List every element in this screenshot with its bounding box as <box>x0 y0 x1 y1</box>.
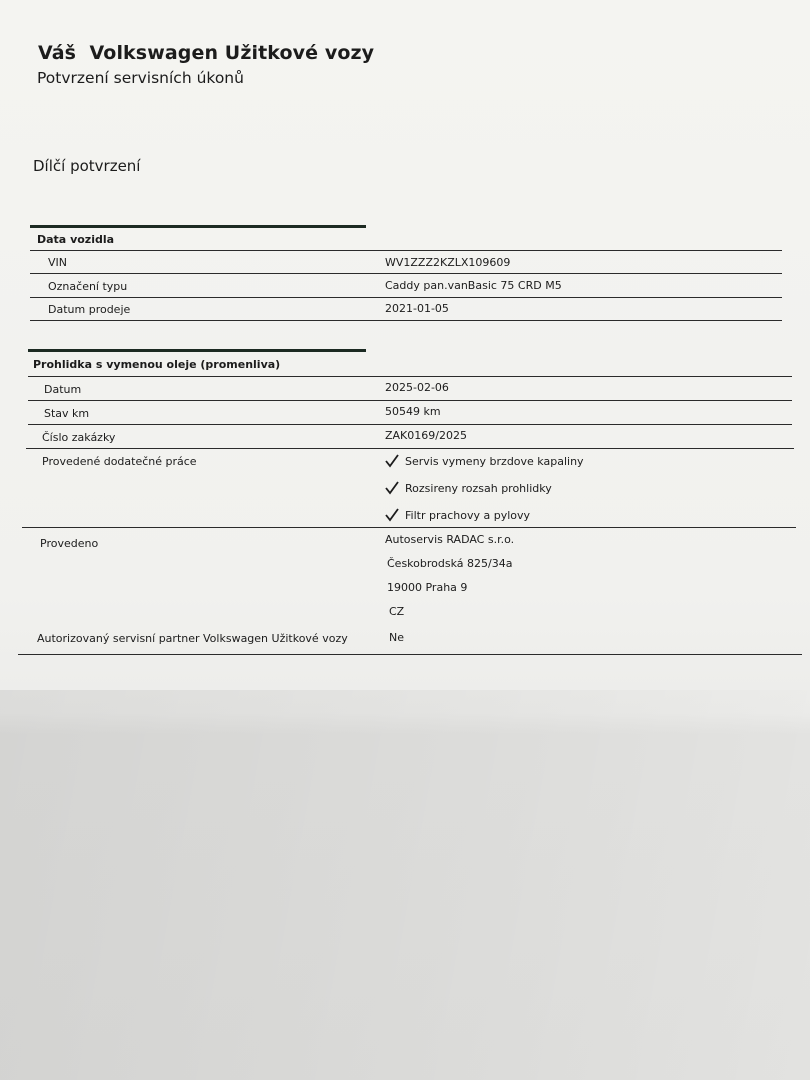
order-number-value: ZAK0169/2025 <box>385 429 467 442</box>
vehicle-section-bar <box>30 225 366 228</box>
mileage-label: Stav km <box>44 407 90 420</box>
extra-work-item: Filtr prachovy a pylovy <box>385 508 530 522</box>
checkmark-icon <box>385 481 399 495</box>
workshop-country: CZ <box>389 605 405 618</box>
divider <box>30 273 782 274</box>
sale-date-value: 2021-01-05 <box>385 302 449 315</box>
divider <box>22 527 796 528</box>
divider <box>30 320 782 321</box>
divider <box>28 376 792 377</box>
mileage-value: 50549 km <box>385 405 441 418</box>
divider <box>26 448 794 449</box>
extra-work-label: Provedené dodatečné práce <box>42 455 197 468</box>
authorized-partner-label: Autorizovaný servisní partner Volkswagen Užitkové vozy <box>37 632 348 645</box>
photo-shadow <box>0 690 810 1080</box>
extra-work-item: Rozsireny rozsah prohlidky <box>385 481 552 495</box>
workshop-name: Autoservis RADAC s.r.o. <box>385 533 515 546</box>
sale-date-label: Datum prodeje <box>48 303 131 316</box>
checkmark-icon <box>385 508 399 522</box>
vin-value: WV1ZZZ2KZLX109609 <box>385 256 511 269</box>
brand-title: Váš Volkswagen Užitkové vozy <box>38 42 375 64</box>
extra-work-item: Servis vymeny brzdove kapaliny <box>385 454 584 468</box>
order-number-label: Číslo zakázky <box>42 431 116 444</box>
workshop-street: Českobrodská 825/34a <box>387 557 513 570</box>
checkmark-icon <box>385 454 399 468</box>
type-label: Označení typu <box>48 280 128 293</box>
performed-label: Provedeno <box>40 537 99 550</box>
workshop-city: 19000 Praha 9 <box>387 581 468 594</box>
type-value: Caddy pan.vanBasic 75 CRD M5 <box>385 279 562 292</box>
vin-label: VIN <box>48 256 67 269</box>
authorized-partner-value: Ne <box>389 631 404 644</box>
service-section-bar <box>28 349 366 352</box>
date-label: Datum <box>44 383 82 396</box>
divider <box>28 424 792 425</box>
date-value: 2025-02-06 <box>385 381 449 394</box>
divider <box>30 297 782 298</box>
divider <box>30 250 782 251</box>
divider <box>28 400 792 401</box>
section-heading: Dílčí potvrzení <box>33 157 141 175</box>
divider <box>18 654 802 655</box>
vehicle-section-title: Data vozidla <box>37 233 115 246</box>
document-subtitle: Potvrzení servisních úkonů <box>37 69 244 87</box>
service-section-title: Prohlidka s vymenou oleje (promenliva) <box>33 358 281 371</box>
